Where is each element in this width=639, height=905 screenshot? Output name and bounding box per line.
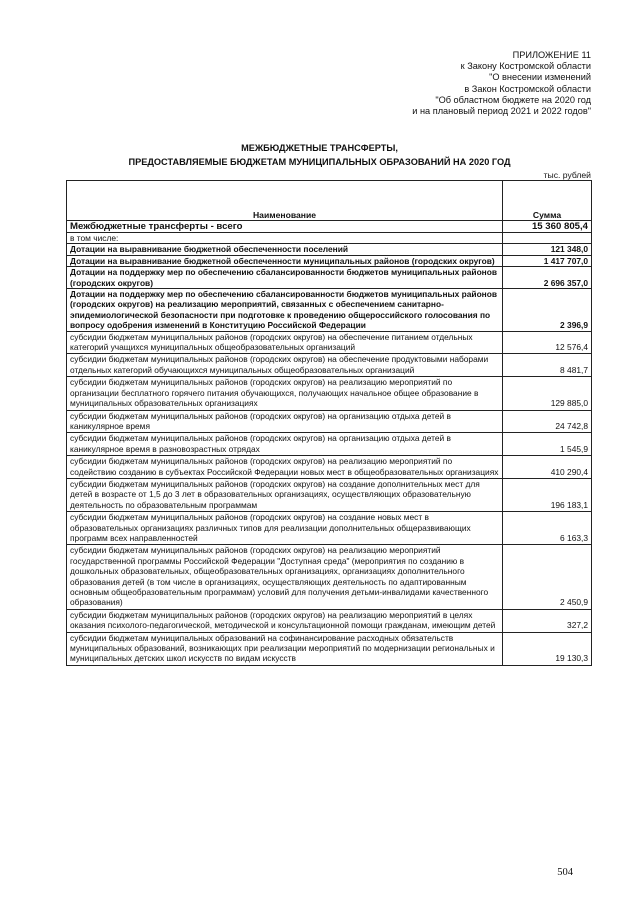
row-name: субсидии бюджетам муниципальных районов (городских округов) на создание новых мест в образовательных организациях различных типов для реализации дополнительных общеразвивающих программ всех направленностей bbox=[67, 512, 503, 545]
row-name: Межбюджетные трансферты - всего bbox=[67, 221, 503, 233]
table-row bbox=[67, 609, 592, 632]
title-line-1: МЕЖБЮДЖЕТНЫЕ ТРАНСФЕРТЫ, bbox=[241, 143, 398, 153]
annex-line: ПРИЛОЖЕНИЕ 11 bbox=[512, 50, 591, 60]
row-sum: 1 417 707,0 bbox=[503, 255, 592, 266]
document-title bbox=[0, 141, 639, 169]
table-row bbox=[67, 354, 592, 377]
annex-line: "О внесении изменений bbox=[489, 72, 591, 83]
row-sum: 2 396,9 bbox=[503, 289, 592, 332]
row-name: субсидии бюджетам муниципальных районов (городских округов) на обеспечение продуктовыми наборами отдельных категорий обучающихся муниципальных общеобразовательных организаций bbox=[67, 354, 503, 377]
table-row bbox=[67, 244, 592, 255]
row-sum: 19 130,3 bbox=[503, 632, 592, 665]
row-sum: 12 576,4 bbox=[503, 331, 592, 354]
row-sum: 2 450,9 bbox=[503, 545, 592, 609]
table-row bbox=[67, 255, 592, 266]
row-sum bbox=[503, 233, 592, 244]
table-row bbox=[67, 433, 592, 456]
units-label: тыс. рублей bbox=[543, 170, 591, 180]
row-sum: 121 348,0 bbox=[503, 244, 592, 255]
row-name: Дотации на поддержку мер по обеспечению сбалансированности бюджетов муниципальных районов (городских округов) bbox=[67, 267, 503, 289]
page-number: 504 bbox=[557, 867, 573, 878]
annex-line: в Закон Костромской области bbox=[464, 83, 591, 94]
row-name: Дотации на поддержку мер по обеспечению сбалансированности бюджетов муниципальных районов (городских округов) на реализацию мероприятий, связанных с обеспечением санитарно-эпидемиологической безопасности при подготовке к проведению общероссийского голосования по вопросу одобрения изменений в Конституцию Российской Федерации bbox=[67, 289, 503, 332]
table-row bbox=[67, 331, 592, 354]
row-name: в том числе: bbox=[67, 233, 503, 244]
table-row bbox=[67, 233, 592, 244]
table-row bbox=[67, 410, 592, 433]
row-name: субсидии бюджетам муниципальных районов (городских округов) на реализацию мероприятий в целях оказания психолого-педагогической, методической и консультационной помощи гражданам, имеющим детей bbox=[67, 609, 503, 632]
row-name: Дотации на выравнивание бюджетной обеспеченности муниципальных районов (городских округов) bbox=[67, 255, 503, 266]
table-row bbox=[67, 289, 592, 332]
table-row bbox=[67, 377, 592, 410]
table-row bbox=[67, 632, 592, 665]
row-sum: 327,2 bbox=[503, 609, 592, 632]
row-sum: 129 885,0 bbox=[503, 377, 592, 410]
table-row bbox=[67, 512, 592, 545]
table-row bbox=[67, 267, 592, 289]
row-name: субсидии бюджетам муниципальных образований на софинансирование расходных обязательств муниципальных образований, возникающих при реализации мероприятий по модернизации региональных и муниципальных детских школ искусств по видам искусств bbox=[67, 632, 503, 665]
row-sum: 8 481,7 bbox=[503, 354, 592, 377]
row-name: субсидии бюджетам муниципальных районов (городских округов) на реализацию мероприятий по содействию созданию в субъектах Российской Федерации новых мест в общеобразовательных организациях bbox=[67, 456, 503, 479]
row-sum: 410 290,4 bbox=[503, 456, 592, 479]
row-name: субсидии бюджетам муниципальных районов (городских округов) на организацию отдыха детей в каникулярное время в разновозрастных отрядах bbox=[67, 433, 503, 456]
row-name: субсидии бюджетам муниципальных районов (городских округов) на реализацию мероприятий государственной программы Российской Федерации "Доступная среда" (мероприятия по созданию в дошкольных образовательных, общеобразовательных организациях, организациях дополнительного образования детей (в том числе в организациях, осуществляющих деятельность по адаптированным основным общеобразовательным программам) условий для получения детьми-инвалидами качественного образования) bbox=[67, 545, 503, 609]
annex-line: "Об областном бюджете на 2020 год bbox=[435, 94, 591, 105]
table-row bbox=[67, 221, 592, 233]
row-name: субсидии бюджетам муниципальных районов (городских округов) на реализацию мероприятий по организации бесплатного горячего питания обучающихся, получающих начальное общее образование в муниципальных образовательных организациях bbox=[67, 377, 503, 410]
row-name: субсидии бюджетам муниципальных районов (городских округов) на создание дополнительных мест для детей в возрасте от 1,5 до 3 лет в образовательных организациях, осуществляющих образовательную деятельность по образовательным программам bbox=[67, 478, 503, 511]
row-name: Дотации на выравнивание бюджетной обеспеченности поселений bbox=[67, 244, 503, 255]
row-name: субсидии бюджетам муниципальных районов (городских округов) на организацию отдыха детей в каникулярное время bbox=[67, 410, 503, 433]
row-name: субсидии бюджетам муниципальных районов (городских округов) на обеспечение питанием отдельных категорий учащихся муниципальных общеобразовательных организаций bbox=[67, 331, 503, 354]
row-sum: 6 163,3 bbox=[503, 512, 592, 545]
table-row bbox=[67, 456, 592, 479]
row-sum: 196 183,1 bbox=[503, 478, 592, 511]
row-sum: 15 360 805,4 bbox=[503, 221, 592, 233]
row-sum: 2 696 357,0 bbox=[503, 267, 592, 289]
transfers-table bbox=[66, 180, 592, 666]
table-row bbox=[67, 545, 592, 609]
table-body bbox=[67, 221, 592, 666]
header-name: Наименование bbox=[67, 181, 503, 221]
row-sum: 1 545,9 bbox=[503, 433, 592, 456]
annex-header bbox=[412, 50, 591, 117]
table-row bbox=[67, 478, 592, 511]
row-sum: 24 742,8 bbox=[503, 410, 592, 433]
title-line-2: ПРЕДОСТАВЛЯЕМЫЕ БЮДЖЕТАМ МУНИЦИПАЛЬНЫХ ОБРАЗОВАНИЙ НА 2020 ГОД bbox=[128, 157, 511, 167]
table-header-row bbox=[67, 181, 592, 221]
annex-line: к Закону Костромской области bbox=[460, 61, 591, 72]
header-sum: Сумма bbox=[503, 181, 592, 221]
annex-line: и на плановый период 2021 и 2022 годов" bbox=[412, 106, 591, 117]
